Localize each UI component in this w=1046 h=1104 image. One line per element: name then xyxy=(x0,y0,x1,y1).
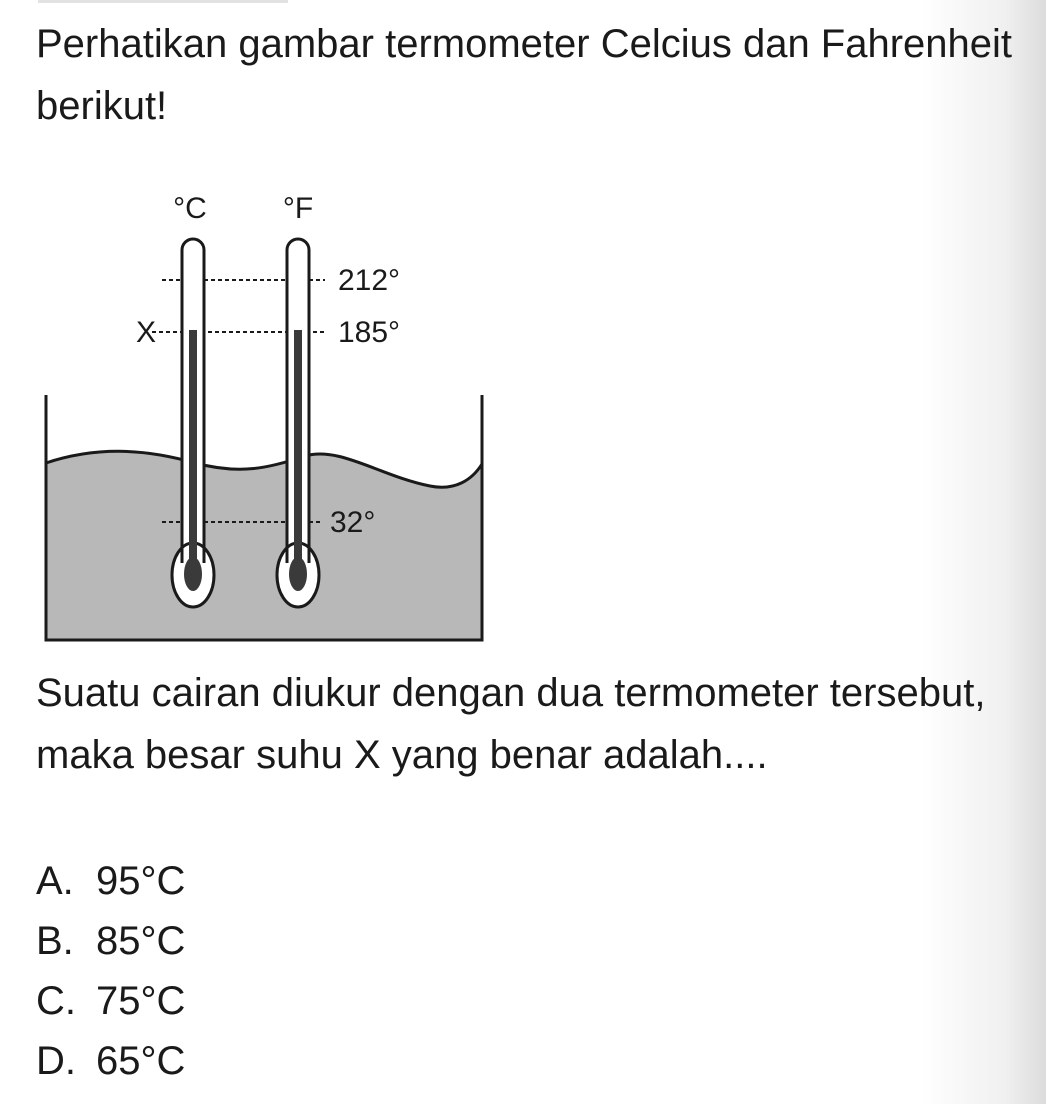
option-a-value: 95°C xyxy=(96,859,186,903)
option-a-letter: A. xyxy=(36,859,74,903)
mark-32-label: 32° xyxy=(330,506,376,539)
liquid xyxy=(46,451,482,640)
option-b-value: 85°C xyxy=(96,919,186,963)
thermometer-diagram xyxy=(40,180,500,650)
option-d[interactable] xyxy=(36,1031,185,1091)
option-b-letter: B. xyxy=(36,919,74,963)
option-c-value: 75°C xyxy=(96,979,186,1023)
celsius-unit-label: °C xyxy=(173,192,207,225)
option-a[interactable] xyxy=(36,851,185,911)
option-d-value: 65°C xyxy=(96,1039,186,1083)
option-c[interactable] xyxy=(36,971,185,1031)
mark-212-label: 212° xyxy=(338,264,401,297)
fahrenheit-unit-label: °F xyxy=(282,192,314,225)
intro-text: Perhatikan gambar termometer Celcius dan Fahrenheit berikut! xyxy=(36,22,1013,128)
answer-options xyxy=(36,851,185,1091)
mark-185-label: 185° xyxy=(338,316,401,349)
option-b[interactable] xyxy=(36,911,185,971)
question-text: Suatu cairan diukur dengan dua termometer tersebut, maka besar suhu X yang benar adalah.... xyxy=(36,671,986,777)
thermometer-figure xyxy=(40,180,500,650)
top-edge-mark xyxy=(38,0,288,3)
option-d-letter: D. xyxy=(36,1039,76,1083)
celsius-thermometer xyxy=(172,239,214,607)
x-label: X xyxy=(136,316,157,349)
option-c-letter: C. xyxy=(36,979,76,1023)
fahrenheit-thermometer xyxy=(277,239,319,607)
